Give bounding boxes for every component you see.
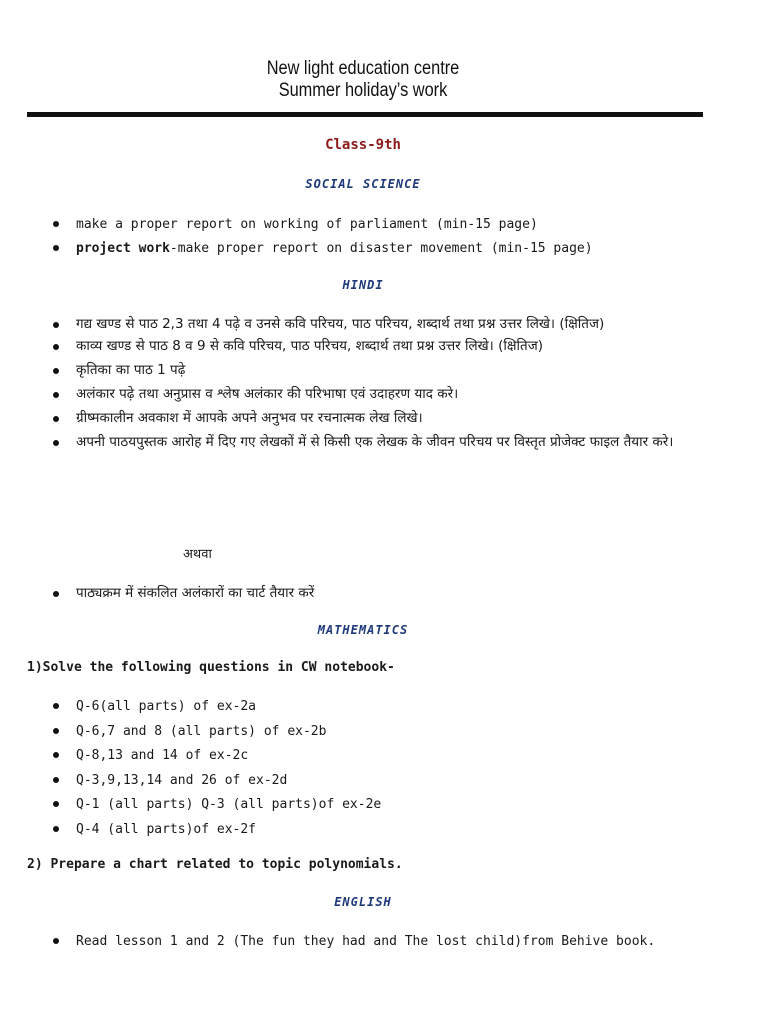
list-item: पाठ्यक्रम में संकलित अलंकारों का चार्ट तैयार करें [48, 581, 698, 605]
section-title-social-science: SOCIAL SCIENCE [305, 177, 421, 191]
list-item: अलंकार पढ़े तथा अनुप्रास व श्लेष अलंकार की परिभाषा एवं उदाहरण याद करे। [48, 382, 698, 406]
list-item: Read lesson 1 and 2 (The fun they had and The lost child)from Behive book. [48, 930, 688, 954]
class-title: Class-9th [325, 137, 401, 153]
list-item: ग्रीष्मकालीन अवकाश में आपके अपने अनुभव पर रचनात्मक लेख लिखे। [48, 406, 698, 430]
hindi-list [48, 312, 698, 454]
document-subtitle: Summer holiday’s work [278, 80, 448, 101]
or-label: अथवा [183, 547, 212, 562]
english-list [48, 930, 688, 954]
list-item: make a proper report on working of parliament (min-15 page) [48, 213, 738, 237]
section-title-mathematics: MATHEMATICS [317, 623, 409, 637]
section-title-english: ENGLISH [334, 895, 392, 909]
list-item: अपनी पाठयपुस्तक आरोह में दिए गए लेखकों में से किसी एक लेखक के जीवन परिचय पर विस्तृत प्रोजेक्ट फाइल तैयार करे। [48, 430, 698, 454]
math-question-2: 2) Prepare a chart related to topic polynomials. [27, 857, 403, 872]
list-item: काव्य खण्ड से पाठ 8 व 9 से कवि परिचय, पाठ परिचय, शब्दार्थ तथा प्रश्न उत्तर लिखे। (क्षितिज) [48, 334, 698, 358]
list-item: Q-4 (all parts)of ex-2f [48, 818, 698, 843]
math-list [48, 695, 698, 842]
math-question-1: 1)Solve the following questions in CW notebook- [27, 660, 395, 675]
hindi-alt-list [48, 581, 698, 605]
list-item: Q-6,7 and 8 (all parts) of ex-2b [48, 720, 698, 745]
list-item: Q-3,9,13,14 and 26 of ex-2d [48, 769, 698, 794]
list-item: कृतिका का पाठ 1 पढ़े [48, 358, 698, 382]
list-item: Q-6(all parts) of ex-2a [48, 695, 698, 720]
header-divider [27, 112, 703, 117]
list-item: Q-1 (all parts) Q-3 (all parts)of ex-2e [48, 793, 698, 818]
list-item: Q-8,13 and 14 of ex-2c [48, 744, 698, 769]
section-title-hindi: HINDI [342, 278, 384, 292]
school-name: New light education centre [266, 58, 460, 79]
list-item: गद्य खण्ड से पाठ 2,3 तथा 4 पढ़े व उनसे कवि परिचय, पाठ परिचय, शब्दार्थ तथा प्रश्न उत्तर लिखे। (क्षितिज) [48, 312, 698, 336]
list-item: project work-make proper report on disaster movement (min-15 page) [48, 237, 738, 261]
social-science-list [48, 213, 738, 261]
